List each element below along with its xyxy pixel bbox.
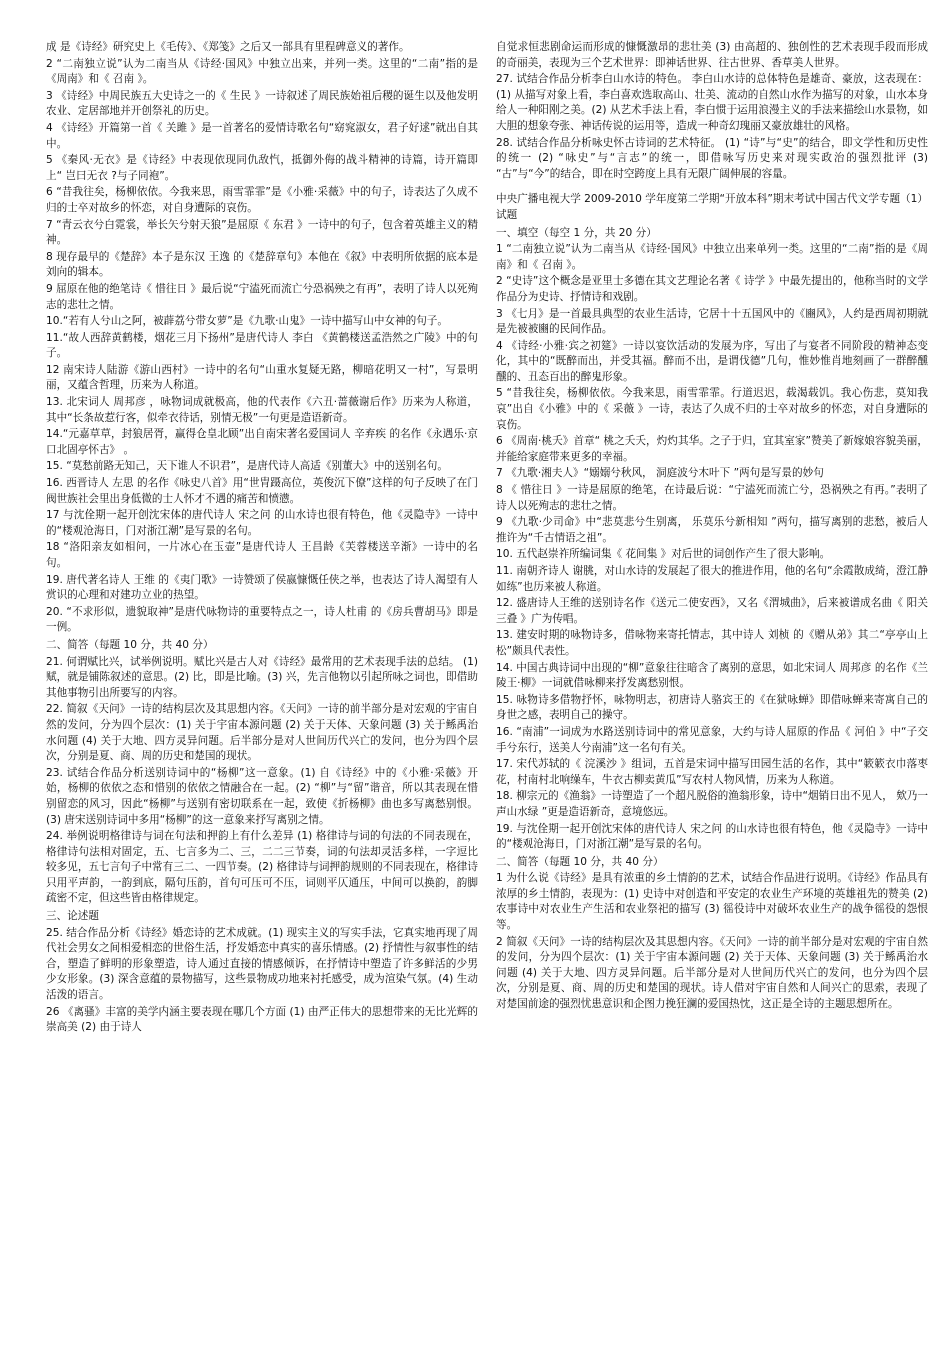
section-heading: 二、简答（每题 10 分，共 40 分）: [496, 855, 664, 868]
question-item: 9 屈原在他的绝笔诗《 惜往日 》最后说“宁溘死而流亡兮恐祸殃之有再”，表明了诗人以死殉志的悲壮之情。: [46, 282, 478, 311]
question-item: 21. 何谓赋比兴，试举例说明。赋比兴是古人对《诗经》最常用的艺术表现手法的总结。 (1) 赋，就是铺陈叙述的意思。(2) 比，即是比喻。(3) 兴，先言他物以引起所咏之词也，即借助其他事物引出所要写的内容。: [46, 655, 478, 699]
question-item: 27. 试结合作品分析李白山水诗的特色。 李白山水诗的总体特色是雄奇、豪放，这表现在：(1) 从描写对象上看，李白喜欢选取高山、壮美、流动的自然山水作为描写的对象，山水本身给人一种阳刚之美。(2) 从艺术手法上看，李白惯于运用浪漫主义的手法来描绘山水景物，如大胆的想象夸张、神话传说的运用等，造成一种奇幻瑰丽又豪放雄壮的风格。: [496, 73, 928, 132]
section-heading: 三、论述题: [46, 910, 99, 923]
question-item: 16. 西晋诗人 左思 的名作《咏史八首》用“世胄蹑高位，英俊沉下僚”这样的句子反映了在门阀世族社会里出身低微的士人怀才不遇的痛苦和愤懑。: [46, 477, 478, 505]
question-item: 成 是《诗经》研究史上《毛传》、《郑笺》之后又一部具有里程碑意义的著作。: [46, 41, 410, 53]
question-item: 19. 与沈佺期一起开创沈宋体的唐代诗人 宋之问 的山水诗也很有特色，他《灵隐寺》一诗中的“楼观沧海日，门对浙江潮”是写景的名句。: [496, 822, 928, 851]
question-item: 8 现存最早的《楚辞》本子是东汉 王逸 的《楚辞章句》本他在《叙》中表明所依据的底本是刘向的辑本。: [46, 250, 478, 279]
question-item: 2 “史诗”这个概念是亚里士多德在其文艺理论名著《 诗学 》中最先提出的，他称当时的文学作品分为史诗、抒情诗和戏剧。: [496, 275, 928, 303]
question-item: 11. 南朝齐诗人 谢朓，对山水诗的发展起了很大的推进作用，他的名句“余霞散成绮，澄江静如练”也历来被人称道。: [496, 565, 928, 593]
question-item: 20. “不求形似，遗貌取神”是唐代咏物诗的重要特点之一，诗人杜甫 的《房兵曹胡马》即是一例。: [46, 605, 478, 634]
question-item: 10. 五代赵崇祚所编词集《 花间集 》对后世的词创作产生了很大影响。: [496, 548, 831, 561]
question-item: 2 “二南独立说”认为二南当从《诗经·国风》中独立出来，并列一类。这里的“二南”指的是《周南》和《 召南 》。: [46, 57, 478, 86]
question-item: 7 “青云衣兮白霓裳，举长矢兮射天狼”是屈原《 东君 》一诗中的句子，包含着英雄主义的精神。: [46, 218, 478, 247]
question-item: 自觉求恒悲剧命运而形成的慷慨激昂的悲壮美 (3) 由高超的、独创性的艺术表现手段而形成的奇丽美，表现为三个艺术世界：即神话世界、往古世界、香草美人世界。: [496, 41, 928, 69]
question-item: 6 “昔我往矣，杨柳依依。今我来思，雨雪霏霏”是《小雅·采薇》中的句子，诗表达了久成不归的士卒对故乡的怀恋，对自身遭际的哀伤。: [46, 186, 478, 214]
exam-title: 中央广播电视大学 2009-2010 学年度第二学期“开放本科”期末考试中国古代文学专题（1） 试题: [496, 193, 928, 221]
question-item: 12. 盛唐诗人王维的送别诗名作《送元二使安西》，又名《渭城曲》，后来被谱成名曲《 阳关三叠 》广为传唱。: [496, 597, 928, 625]
question-item: 14.“元嘉草草，封狼居胥，赢得仓皇北顾”出自南宋著名爱国词人 辛弃疾 的名作《永遇乐·京口北固亭怀古》 。: [46, 428, 478, 456]
question-item: 18 “洛阳亲友如相问，一片冰心在玉壶”是唐代诗人 王昌龄《芙蓉楼送辛渐》一诗中的名句。: [46, 541, 478, 569]
question-item: 5 《秦风·无衣》是《诗经》中表现依现同仇敌忾，抵御外侮的战斗精神的诗篇，诗开篇即上“ 岂曰无衣 ?与子同袍”。: [46, 154, 478, 182]
question-item: 22. 简叙《天问》一诗的结构层次及其思想内容。《天问》一诗的前半部分是对宏观的宇宙自然的发问，分为四个层次：(1) 关于宇宙本源问题 (2) 关于天体、天象问题 (3) 关于鲧禹治水问题 (4) 关于大地、四方灵异问题。后半部分是对人世间历代兴亡的发问，也分为四个层次，分别是夏、商、周的历史和楚国的现状。: [46, 703, 478, 763]
question-item: 16. “南浦”一词成为水路送别诗词中的常见意象，大约与诗人屈原的作品《 河伯 》中“子交手兮东行，送美人兮南浦”这一名句有关。: [496, 725, 928, 754]
left-column: [46, 40, 478, 1320]
question-item: 11.“故人西辞黄鹤楼，烟花三月下扬州”是唐代诗人 李白 《黄鹤楼送孟浩然之广陵》中的句子。: [46, 331, 478, 360]
question-item: 9 《九歌·少司命》中“悲莫悲兮生别离， 乐莫乐兮新相知 ”两句，描写离别的悲愁，被后人推许为“千古情语之祖”。: [496, 516, 928, 544]
question-item: 17. 宋代苏轼的《 浣溪沙 》组词，五首是宋词中描写田园生活的名作，其中“簌簌衣巾落枣花，村南村北响缲车，牛衣古柳卖黄瓜”写农村人物风情，历来为人称道。: [496, 758, 928, 786]
question-item: 24. 举例说明格律诗与词在句法和押韵上有什么差异 (1) 格律诗与词的句法的不同表现在，格律诗句法相对固定，五、七言多为二、三，二二三节奏，词的句法却灵活多样，一字逗比较多见，五七言句子中常有三二、一四节奏。(2) 格律诗与词押韵规则的不同表现在，格律诗只用平声韵，一韵到底，隔句压韵，首句可压可不压，词则平仄通压，中间可以换韵，韵脚疏密不定，但这些皆由格律规定。: [46, 830, 478, 905]
question-item: 7 《九歌·湘夫人》“嫋嫋兮秋风， 洞庭波兮木叶下 ”两句是写景的妙句: [496, 467, 824, 480]
question-item: 3 《诗经》中周民族五大史诗之一的《 生民 》一诗叙述了周民族始祖后稷的诞生以及他发明农业、定居部地并开创祭礼的历史。: [46, 89, 478, 118]
question-item: 4 《诗经》开篇第一首《 关雎 》是一首著名的爱情诗歌名句“窈窕淑女，君子好逑”就出自其中。: [46, 121, 478, 150]
question-item: 26 《离骚》丰富的美学内涵主要表现在哪几个方面 (1) 由严正伟大的思想带来的无比光辉的崇高美 (2) 由于诗人: [46, 1005, 478, 1034]
section-heading: 二、简答（每题 10 分，共 40 分）: [46, 638, 214, 651]
question-item: 6 《周南·桃夭》首章“ 桃之夭夭，灼灼其华。之子于归，宜其室家”赞美了新嫁娘容貌美丽，并能给家庭带来更多的幸福。: [496, 435, 928, 463]
question-item: 5 “昔我往矣，杨柳依依。今我来思，雨雪霏霏。行道迟迟，载渴载饥。我心伤悲，莫知我哀”出自《小雅》中的《 采薇 》一诗，表达了久成不归的士卒对故乡的怀恋，对自身遭际的哀伤。: [496, 387, 928, 431]
question-item: 19. 唐代著名诗人 王维 的《夷门歌》一诗赞颂了侯嬴慷慨任侠之举，也表达了诗人渴望有人赏识的心理和对建功立业的热望。: [46, 573, 478, 602]
question-item: 1 “二南独立说”认为二南当从《诗经·国风》中独立出来单列一类。这里的“二南”指的是《周南》和《 召南 》。: [496, 243, 928, 271]
question-item: 13. 建安时期的咏物诗多，借咏物来寄托情志，其中诗人 刘桢 的《赠从弟》其二“亭亭山上松”颇具代表性。: [496, 629, 928, 657]
question-item: 14. 中国古典诗词中出现的“柳”意象往往暗含了离别的意思，如北宋词人 周邦彦 的名作《兰陵王·柳》一词就借咏柳来抒发离愁别恨。: [496, 661, 928, 690]
question-item: 15. “莫愁前路无知己，天下谁人不识君”，是唐代诗人高适《别董大》中的送别名句。: [46, 460, 448, 473]
right-column: [496, 40, 928, 1300]
section-heading: 一、填空（每空 1 分，共 20 分）: [496, 226, 657, 239]
question-item: 13. 北宋词人 周邦彦 ，咏物词成就极高，他的代表作《六丑·蔷薇谢后作》历来为人称道，其中“长条故惹行客，似牵衣待话，别情无极”一句更是造语新奇。: [46, 396, 478, 424]
question-item: 25. 结合作品分析《诗经》婚恋诗的艺术成就。(1) 现实主义的写实手法，它真实地再现了周代社会男女之间相爱相恋的世俗生活，抒发婚恋中真实的喜乐情感。(2) 抒情性与叙事性的结合，塑造了鲜明的形象塑造，诗人通过直接的情感倾诉，在抒情诗中塑造了许多鲜活的少男少女形象。(3) 深含意蕴的景物描写，这些景物成功地来衬托感受，成为渲染气氛。(4) 生动活泼的语言。: [46, 926, 478, 1002]
question-item: 8 《 惜往日 》一诗是屈原的绝笔，在诗最后说：“宁溘死而流亡兮，恐祸殃之有再。”表明了诗人以死殉志的悲壮之情。: [496, 484, 928, 512]
question-item: 1 为什么说《诗经》是具有浓重的乡土情韵的艺术，试结合作品进行说明。《诗经》作品具有浓厚的乡土情韵，表现为：(1) 史诗中对创造和平安定的农业生产环境的英雄祖先的赞美 (2) 农事诗中对农业生产生活和农业祭祀的描写 (3) 徭役诗中对破坏农业生产的战争徭役的怨恨等。: [496, 872, 928, 932]
question-item: 15. 咏物诗多借物抒怀，咏物明志，初唐诗人骆宾王的《在狱咏蝉》即借咏蝉来寄寓自己的身世之感，表明自己的操守。: [496, 693, 928, 722]
question-item: 4 《诗经·小雅·宾之初筵》一诗以宴饮活动的发展为序，写出了与宴者不同阶段的精神态变化，其中的“既醉而出，并受其福。醉而不出，是谓伐德”几句，惟妙惟肖地刻画了一群醉醺醺的、丑态百出的醉鬼形象。: [496, 339, 928, 383]
question-item: 28. 试结合作品分析咏史怀古诗词的艺术特征。 (1) “诗”与“史”的结合，即文学性和历史性的统一 (2) “咏史”与“言志”的统一，即借咏写历史来对现实政治的强烈批评 (3) “古”与“今”的结合，即在时空跨度上具有无限广阔伸展的容量。: [496, 136, 928, 180]
question-item: 2 简叙《天问》一诗的结构层次及其思想内容。《天问》一诗的前半部分是对宏观的宇宙自然的发问，分为四个层次：(1) 关于宇宙本源问题 (2) 关于天体、天象问题 (3) 关于鲧禹治水问题 (4) 关于大地、四方灵异问题。后半部分是对人世间历代兴亡的发问，也分为四个层次，分别是夏、商、周的历史和楚国的现状。诗人借对宇宙自然和人间兴亡的思索，表现了对楚国前途的强烈忧患意识和企图力挽狂澜的爱国热忱，这正是全诗的主题思想所在。: [496, 935, 928, 1011]
question-item: 18. 柳宗元的《渔翁》一诗塑造了一个超凡脱俗的渔翁形象，诗中“烟销日出不见人， 欸乃一声山水绿 ”更是造语新奇，意境悠远。: [496, 790, 928, 818]
question-item: 3 《七月》是一首最具典型的农业生活诗，它居十十五国风中的《豳风》，人约是西周初期就是先被被豳的民间作品。: [496, 307, 928, 336]
question-item: 23. 试结合作品分析送别诗词中的“杨柳”这一意象。(1) 自《诗经》中的《小雅·采薇》开始，杨柳的依依之态和惜别的依依之情融合在一起。(2) “柳”与“留”谐音，所以其表现在惜别留恋的风习，因此“杨柳”与送别有密切联系在一起，致使《折杨柳》曲也多写离愁别恨。(3) 唐宋送别诗词中多用“杨柳”的这一意象来抒写离别之情。: [46, 766, 478, 826]
question-item: 17 与沈佺期一起开创沈宋体的唐代诗人 宋之问 的山水诗也很有特色，他《灵隐寺》一诗中的“楼观沧海日，门对浙江潮”是写景的名句。: [46, 509, 478, 537]
question-item: 10.“若有人兮山之阿，被薜荔兮带女萝”是《九歌·山鬼》一诗中描写山中女神的句子。: [46, 315, 448, 328]
question-item: 12 南宋诗人陆游《游山西村》一诗中的名句“山重水复疑无路，柳暗花明又一村”，写景明丽，又蕴含哲理，历来为人称道。: [46, 363, 478, 392]
